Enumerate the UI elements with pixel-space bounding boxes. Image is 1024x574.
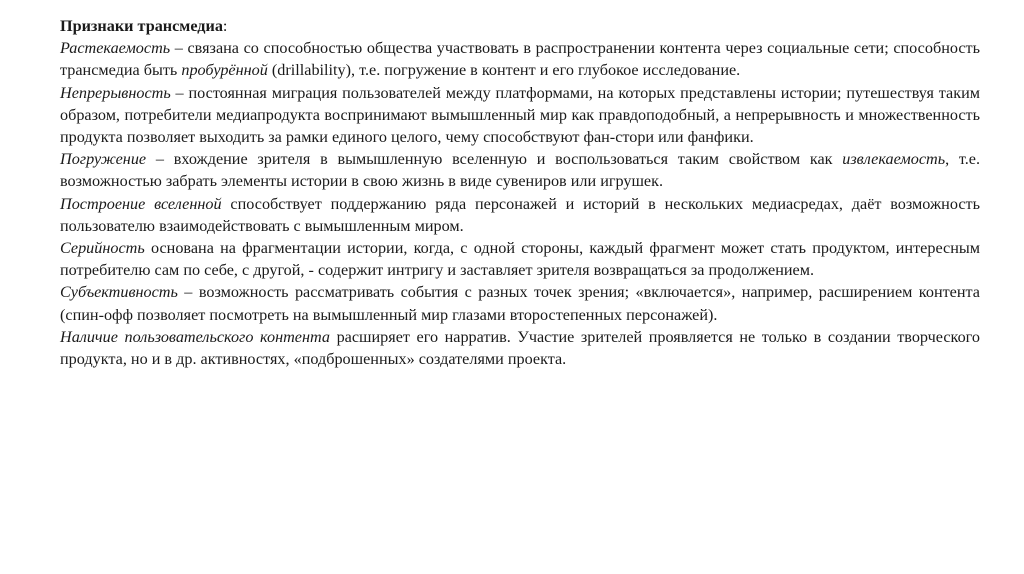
paragraph-spreadability: [60, 37, 980, 81]
slide-heading: [60, 15, 980, 37]
definition-text: расширяет его нарратив. Участие зрителей проявляется не только в создании творческого продукта, но и в др. активностях, «подброшенных» создателями проекта.: [60, 327, 981, 369]
term-user-content: Наличие пользовательского контента: [60, 327, 330, 346]
definition-text: (drillability), т.е. погружение в контент и его глубокое исследование.: [267, 61, 741, 80]
paragraph-continuity: [60, 82, 980, 149]
heading-title: Признаки трансмедиа: [60, 17, 223, 35]
paragraph-subjectivity: [60, 281, 980, 325]
emphasis-drillability: пробурённой: [181, 61, 268, 80]
paragraph-worldbuilding: [60, 193, 980, 237]
slide-content: [60, 15, 980, 370]
term-seriality: Серийность: [60, 239, 145, 258]
definition-text: – постоянная миграция пользователей между платформами, на которых представлены истории; путешествуя таким образом, потребители медиапродукта воспринимают вымышленный мир как правдоподобный, а непрерывность и множественность продукта позволяет выходить за рамки единого целого, чему способствуют фан-стори или фанфики.: [60, 83, 980, 147]
paragraph-user-content: [60, 326, 980, 370]
paragraph-seriality: [60, 237, 980, 281]
definition-text: основана на фрагментации истории, когда, с одной стороны, каждый фрагмент может стать продуктом, интересным потребителю сам по себе, с другой, - содержит интригу и заставляет зрителя возвращаться за продолжением.: [60, 239, 980, 280]
definition-text: способствует поддержанию ряда персонажей и историй в нескольких медиасредах, даёт возможность пользователю взаимодействовать с вымышленным миром.: [60, 194, 980, 235]
definition-text: – возможность рассматривать события с разных точек зрения; «включается», например, расширением контента (спин-офф позволяет посмотреть на вымышленный мир глазами второстепенных персонажей).: [60, 283, 980, 324]
term-spreadability: Растекаемость: [60, 39, 171, 58]
heading-colon: :: [222, 17, 228, 35]
definition-text: – вхождение зрителя в вымышленную вселенную и воспользоваться таким свойством как: [146, 150, 843, 169]
term-subjectivity: Субъективность: [60, 283, 178, 302]
definition-text: , т.е. возможностью забрать элементы истории в свою жизнь в виде сувениров или игрушек.: [60, 150, 980, 191]
term-continuity: Непрерывность: [60, 83, 171, 102]
term-worldbuilding: Построение вселенной: [60, 194, 222, 213]
emphasis-extractability: извлекаемость: [842, 150, 946, 169]
paragraph-immersion: [60, 148, 980, 192]
definition-text: – связана со способностью общества участвовать в распространении контента через социальные сети; способность трансмедиа быть: [60, 39, 980, 80]
term-immersion: Погружение: [60, 150, 147, 169]
